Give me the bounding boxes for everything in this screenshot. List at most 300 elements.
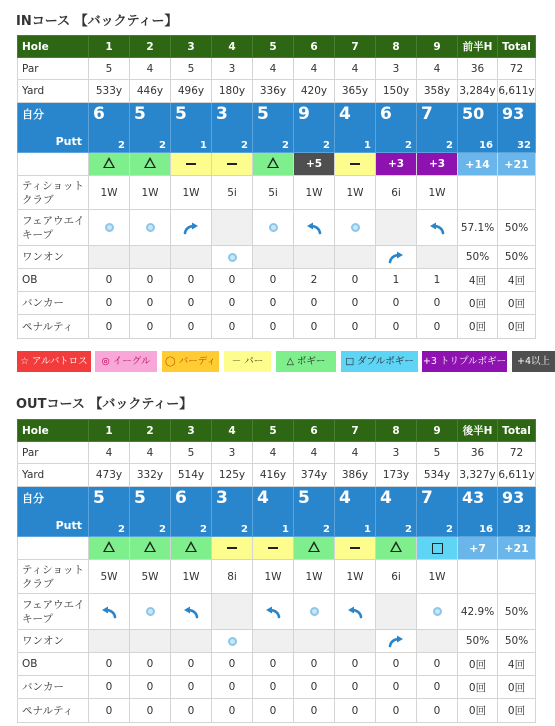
- putts-value: 2: [405, 524, 412, 535]
- dot-icon: [228, 637, 237, 646]
- score-label-cell: [18, 487, 89, 537]
- triangle-icon: [267, 157, 279, 168]
- tee-club-cell: 1W: [417, 560, 458, 594]
- one-on-cell: [376, 630, 417, 653]
- par-cell: 4: [253, 58, 294, 80]
- fairway-keep-cell: [130, 210, 171, 246]
- ob-cell: 0: [376, 653, 417, 676]
- tee-club-cell: 6i: [376, 560, 417, 594]
- score-cell: [417, 103, 458, 153]
- strokes-value: 50: [462, 104, 485, 123]
- fairway-keep-cell: [294, 594, 335, 630]
- dot-icon: [146, 607, 155, 616]
- penalty-cell: 0回: [498, 315, 536, 339]
- in-course-scorecard: [17, 35, 536, 339]
- tee-club-cell: [458, 560, 498, 594]
- triangle-icon: [103, 157, 115, 168]
- result-row: [18, 537, 536, 560]
- one-on-row: [18, 246, 536, 269]
- ob-cell: 1: [417, 269, 458, 292]
- yard-cell: 150y: [376, 80, 417, 103]
- par-cell: 5: [171, 442, 212, 464]
- fairway-keep-cell: [212, 594, 253, 630]
- putts-value: 1: [200, 140, 207, 151]
- fairway-keep-cell: [335, 210, 376, 246]
- hole-header-cell: 8: [376, 420, 417, 442]
- par-cell: [171, 153, 212, 176]
- strokes-value: 9: [298, 104, 310, 124]
- ob-cell: 0: [171, 269, 212, 292]
- dot-icon: [269, 223, 278, 232]
- triangle-icon: [144, 541, 156, 552]
- par-cell: 3: [376, 442, 417, 464]
- tee-club-cell: 5i: [253, 176, 294, 210]
- tee-club-cell: 1W: [335, 176, 376, 210]
- fairway-keep-cell: [89, 594, 130, 630]
- penalty-row: [18, 699, 536, 723]
- dot-icon: [105, 223, 114, 232]
- tee-club-cell: 5W: [89, 560, 130, 594]
- ob-cell: 0: [130, 653, 171, 676]
- penalty-label: ペナルティ: [18, 315, 89, 339]
- yard-cell: 473y: [89, 464, 130, 487]
- penalty-cell: 0: [89, 699, 130, 723]
- dot-icon: [433, 607, 442, 616]
- one-on-label: ワンオン: [18, 630, 89, 653]
- putts-value: 1: [282, 524, 289, 535]
- ob-cell: 1: [376, 269, 417, 292]
- yard-cell: 446y: [130, 80, 171, 103]
- strokes-value: 5: [298, 488, 310, 508]
- tee-club-row: [18, 176, 536, 210]
- over-par-cell: +3: [376, 153, 417, 176]
- fairway-keep-cell: [376, 594, 417, 630]
- fairway-keep-total-cell: 50%: [498, 210, 536, 246]
- yard-cell: 173y: [376, 464, 417, 487]
- hole-header-cell: 前半H: [458, 36, 498, 58]
- bunker-cell: 0: [171, 292, 212, 315]
- bunker-cell: 0: [130, 676, 171, 699]
- right-arrow-icon: [388, 251, 404, 263]
- bunker-cell: 0: [89, 292, 130, 315]
- bunker-cell: 0: [89, 676, 130, 699]
- yard-cell: 496y: [171, 80, 212, 103]
- bunker-cell: 0: [130, 292, 171, 315]
- score-cell: [130, 487, 171, 537]
- yard-cell: 374y: [294, 464, 335, 487]
- strokes-value: 4: [339, 488, 351, 508]
- ob-cell: 0: [417, 653, 458, 676]
- left-arrow-icon: [183, 606, 199, 618]
- par-cell: 72: [498, 442, 536, 464]
- score-cell: [458, 103, 498, 153]
- left-arrow-icon: [306, 222, 322, 234]
- hole-header-cell: 4: [212, 420, 253, 442]
- yard-cell: 534y: [417, 464, 458, 487]
- score-cell: [253, 103, 294, 153]
- hole-header-cell: 5: [253, 420, 294, 442]
- score-cell: [376, 103, 417, 153]
- bunker-cell: 0: [376, 676, 417, 699]
- fairway-keep-cell: [253, 594, 294, 630]
- putt-label: Putt: [55, 519, 82, 532]
- tee-club-cell: 8i: [212, 560, 253, 594]
- over-par-total-cell: +7: [458, 537, 498, 560]
- yard-cell: 386y: [335, 464, 376, 487]
- penalty-cell: 0: [376, 699, 417, 723]
- legend-item: +4以上: [512, 351, 555, 372]
- putts-value: 1: [364, 140, 371, 151]
- par-cell: [212, 537, 253, 560]
- hole-header-cell: 1: [89, 420, 130, 442]
- tee-club-cell: 5i: [212, 176, 253, 210]
- putts-value: 2: [323, 524, 330, 535]
- self-label: 自分: [22, 492, 44, 505]
- score-cell: [171, 103, 212, 153]
- hole-header-cell: 9: [417, 36, 458, 58]
- hole-header-cell: 3: [171, 420, 212, 442]
- ob-cell: 2: [294, 269, 335, 292]
- tee-club-label: ティショット クラブ: [18, 176, 89, 210]
- score-cell: [335, 487, 376, 537]
- tee-club-cell: [498, 560, 536, 594]
- bunker-cell: 0: [212, 676, 253, 699]
- tee-club-cell: 1W: [294, 176, 335, 210]
- score-cell: [171, 487, 212, 537]
- one-on-label: ワンオン: [18, 246, 89, 269]
- yard-cell: 6,611y: [498, 464, 536, 487]
- score-cell: [458, 487, 498, 537]
- bunker-cell: 0: [253, 292, 294, 315]
- ob-cell: 0: [89, 653, 130, 676]
- penalty-label: ペナルティ: [18, 699, 89, 723]
- one-on-cell: [130, 246, 171, 269]
- strokes-value: 5: [175, 104, 187, 124]
- ob-cell: 0: [335, 269, 376, 292]
- result-row: [18, 153, 536, 176]
- one-on-total-cell: 50%: [498, 246, 536, 269]
- one-on-total-cell: 50%: [458, 630, 498, 653]
- one-on-cell: [376, 246, 417, 269]
- one-on-cell: [171, 246, 212, 269]
- par-cell: 5: [171, 58, 212, 80]
- penalty-cell: 0: [294, 699, 335, 723]
- score-cell: [253, 487, 294, 537]
- ob-row: [18, 269, 536, 292]
- one-on-cell: [417, 246, 458, 269]
- left-arrow-icon: [429, 222, 445, 234]
- fairway-keep-total-cell: 50%: [498, 594, 536, 630]
- par-cell: [335, 153, 376, 176]
- yard-cell: 416y: [253, 464, 294, 487]
- ob-cell: 4回: [498, 269, 536, 292]
- score-row: [18, 103, 536, 153]
- score-cell: [417, 487, 458, 537]
- one-on-cell: [294, 630, 335, 653]
- score-cell: [335, 103, 376, 153]
- strokes-value: 4: [257, 488, 269, 508]
- strokes-value: 6: [93, 104, 105, 124]
- putt-label: Putt: [55, 135, 82, 148]
- bunker-row: [18, 292, 536, 315]
- right-arrow-icon: [388, 635, 404, 647]
- fairway-keep-cell: [212, 210, 253, 246]
- ob-cell: 0回: [458, 653, 498, 676]
- par-cell: 4: [335, 58, 376, 80]
- par-cell: 72: [498, 58, 536, 80]
- hole-header-cell: 5: [253, 36, 294, 58]
- par-cell: 5: [417, 442, 458, 464]
- bunker-label: バンカー: [18, 292, 89, 315]
- tee-club-label: ティショット クラブ: [18, 560, 89, 594]
- hole-header-cell: Total: [498, 36, 536, 58]
- penalty-cell: 0: [335, 699, 376, 723]
- fairway-keep-label: フェアウエイ キープ: [18, 210, 89, 246]
- strokes-value: 5: [134, 104, 146, 124]
- one-on-cell: [89, 246, 130, 269]
- legend-item: ☆ アルバトロス: [17, 351, 91, 372]
- left-arrow-icon: [347, 606, 363, 618]
- yard-cell: 332y: [130, 464, 171, 487]
- one-on-cell: [89, 630, 130, 653]
- one-on-total-cell: 50%: [458, 246, 498, 269]
- strokes-value: 6: [380, 104, 392, 124]
- fairway-keep-total-cell: 42.9%: [458, 594, 498, 630]
- fairway-keep-cell: [89, 210, 130, 246]
- out-course-title: OUTコース 【バックティー】: [16, 397, 193, 412]
- yard-cell: 6,611y: [498, 80, 536, 103]
- putts-value: 2: [200, 524, 207, 535]
- bunker-cell: 0: [294, 292, 335, 315]
- penalty-cell: 0: [130, 315, 171, 339]
- hole-header-cell: 4: [212, 36, 253, 58]
- putts-value: 2: [446, 524, 453, 535]
- bunker-cell: 0: [171, 676, 212, 699]
- left-arrow-icon: [101, 606, 117, 618]
- yard-cell: 533y: [89, 80, 130, 103]
- over-par-total-cell: +14: [458, 153, 498, 176]
- ob-cell: 0: [253, 653, 294, 676]
- tee-club-cell: 1W: [171, 560, 212, 594]
- par-cell: 4: [294, 58, 335, 80]
- one-on-cell: [171, 630, 212, 653]
- penalty-cell: 0: [212, 699, 253, 723]
- putts-value: 16: [479, 140, 493, 151]
- yard-cell: 365y: [335, 80, 376, 103]
- one-on-cell: [253, 246, 294, 269]
- dash-icon: [350, 163, 360, 165]
- yard-cell: 125y: [212, 464, 253, 487]
- score-cell: [130, 103, 171, 153]
- penalty-cell: 0: [130, 699, 171, 723]
- fairway-keep-cell: [376, 210, 417, 246]
- over-par-total-cell: +21: [498, 537, 536, 560]
- ob-cell: 0: [335, 653, 376, 676]
- strokes-value: 5: [257, 104, 269, 124]
- bogey-cell: [130, 537, 171, 560]
- strokes-value: 3: [216, 104, 228, 124]
- bunker-cell: 0回: [498, 292, 536, 315]
- par-row: [18, 442, 536, 464]
- penalty-cell: 0: [417, 315, 458, 339]
- par-label: Par: [18, 442, 89, 464]
- par-cell: 3: [212, 58, 253, 80]
- yard-label: Yard: [18, 464, 89, 487]
- putts-value: 16: [479, 524, 493, 535]
- penalty-cell: 0: [253, 315, 294, 339]
- yard-cell: 358y: [417, 80, 458, 103]
- yard-row: [18, 464, 536, 487]
- putts-value: 2: [241, 140, 248, 151]
- ob-cell: 0: [130, 269, 171, 292]
- fairway-keep-cell: [294, 210, 335, 246]
- one-on-cell: [335, 630, 376, 653]
- par-cell: 4: [130, 442, 171, 464]
- tee-club-cell: [458, 176, 498, 210]
- bogey-cell: [253, 153, 294, 176]
- putts-value: 2: [241, 524, 248, 535]
- yard-cell: 180y: [212, 80, 253, 103]
- penalty-cell: 0: [335, 315, 376, 339]
- hole-header-cell: 6: [294, 36, 335, 58]
- penalty-cell: 0: [171, 699, 212, 723]
- score-cell: [212, 103, 253, 153]
- one-on-cell: [294, 246, 335, 269]
- in-course-title: INコース 【バックティー】: [16, 14, 178, 29]
- fairway-keep-cell: [253, 210, 294, 246]
- strokes-value: 6: [175, 488, 187, 508]
- yard-cell: 3,284y: [458, 80, 498, 103]
- score-cell: [294, 487, 335, 537]
- bogey-cell: [130, 153, 171, 176]
- fairway-keep-cell: [171, 210, 212, 246]
- one-on-cell: [130, 630, 171, 653]
- par-cell: [335, 537, 376, 560]
- tee-club-cell: 6i: [376, 176, 417, 210]
- bunker-cell: 0: [253, 676, 294, 699]
- par-cell: 4: [417, 58, 458, 80]
- fairway-keep-cell: [335, 594, 376, 630]
- tee-club-cell: [498, 176, 536, 210]
- fairway-keep-cell: [417, 594, 458, 630]
- one-on-cell: [335, 246, 376, 269]
- out-course-scorecard: [17, 419, 536, 723]
- bunker-cell: 0: [376, 292, 417, 315]
- score-row: [18, 487, 536, 537]
- self-label: 自分: [22, 108, 44, 121]
- penalty-cell: 0: [253, 699, 294, 723]
- hole-header-cell: 2: [130, 420, 171, 442]
- hole-header-cell: 6: [294, 420, 335, 442]
- strokes-value: 7: [421, 104, 433, 124]
- bunker-cell: 0: [335, 676, 376, 699]
- bunker-cell: 0回: [458, 676, 498, 699]
- penalty-cell: 0: [417, 699, 458, 723]
- strokes-value: 4: [339, 104, 351, 124]
- tee-club-cell: 1W: [89, 176, 130, 210]
- par-cell: 3: [376, 58, 417, 80]
- score-cell: [294, 103, 335, 153]
- penalty-cell: 0: [89, 315, 130, 339]
- one-on-cell: [212, 630, 253, 653]
- strokes-value: 43: [462, 488, 485, 507]
- one-on-cell: [253, 630, 294, 653]
- fairway-keep-total-cell: 57.1%: [458, 210, 498, 246]
- bogey-cell: [376, 537, 417, 560]
- putts-value: 2: [446, 140, 453, 151]
- putts-value: 2: [159, 524, 166, 535]
- dash-icon: [268, 547, 278, 549]
- triangle-icon: [103, 541, 115, 552]
- legend-item: ◯ バーディ: [162, 351, 219, 372]
- strokes-value: 4: [380, 488, 392, 508]
- yard-cell: 336y: [253, 80, 294, 103]
- dash-icon: [227, 163, 237, 165]
- legend-item: +3 トリプルボギー: [422, 351, 507, 372]
- one-on-cell: [417, 630, 458, 653]
- fairway-keep-cell: [130, 594, 171, 630]
- penalty-cell: 0: [171, 315, 212, 339]
- ob-cell: 4回: [498, 653, 536, 676]
- penalty-cell: 0: [376, 315, 417, 339]
- penalty-cell: 0: [294, 315, 335, 339]
- left-arrow-icon: [265, 606, 281, 618]
- yard-row: [18, 80, 536, 103]
- hole-header-cell: 7: [335, 420, 376, 442]
- one-on-row: [18, 630, 536, 653]
- legend-item: － パー: [224, 351, 271, 372]
- hole-header-cell: 7: [335, 36, 376, 58]
- hole-header-cell: 1: [89, 36, 130, 58]
- over-par-cell: +3: [417, 153, 458, 176]
- score-cell: [212, 487, 253, 537]
- over-par-cell: +5: [294, 153, 335, 176]
- bogey-cell: [89, 537, 130, 560]
- hole-header-cell: 後半H: [458, 420, 498, 442]
- score-label-cell: [18, 103, 89, 153]
- result-label-cell: [18, 537, 89, 560]
- tee-club-row: [18, 560, 536, 594]
- bogey-cell: [294, 537, 335, 560]
- strokes-value: 5: [134, 488, 146, 508]
- over-par-total-cell: +21: [498, 153, 536, 176]
- tee-club-cell: 1W: [335, 560, 376, 594]
- penalty-cell: 0: [212, 315, 253, 339]
- putts-value: 32: [517, 524, 531, 535]
- bunker-cell: 0: [417, 292, 458, 315]
- par-cell: 4: [89, 442, 130, 464]
- par-cell: 5: [89, 58, 130, 80]
- par-row: [18, 58, 536, 80]
- par-cell: 4: [335, 442, 376, 464]
- triangle-icon: [308, 541, 320, 552]
- par-cell: [212, 153, 253, 176]
- triangle-icon: [144, 157, 156, 168]
- tee-club-cell: 1W: [417, 176, 458, 210]
- fairway-keep-row: [18, 210, 536, 246]
- ob-cell: 4回: [458, 269, 498, 292]
- penalty-cell: 0回: [458, 315, 498, 339]
- dash-icon: [186, 163, 196, 165]
- putts-value: 2: [118, 524, 125, 535]
- result-label-cell: [18, 153, 89, 176]
- ob-cell: 0: [89, 269, 130, 292]
- bunker-cell: 0: [417, 676, 458, 699]
- par-cell: 36: [458, 442, 498, 464]
- double-bogey-cell: [417, 537, 458, 560]
- header-row: [18, 420, 536, 442]
- dot-icon: [228, 253, 237, 262]
